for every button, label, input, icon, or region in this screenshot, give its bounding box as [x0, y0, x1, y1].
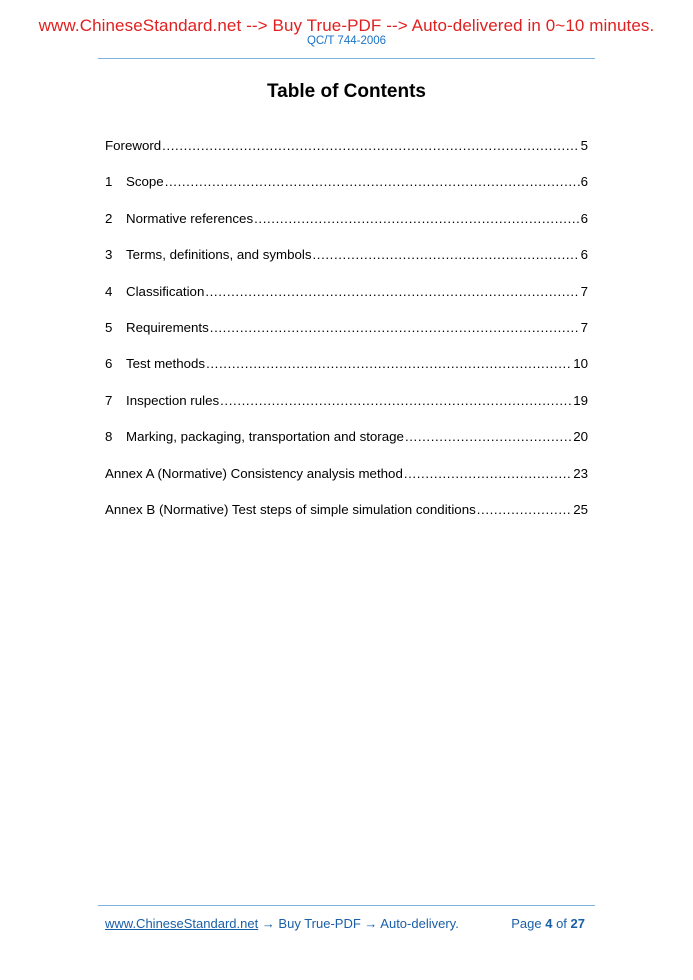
- page-indicator: [511, 916, 585, 931]
- toc-label: Normative references: [126, 210, 254, 226]
- table-of-contents: [105, 137, 588, 537]
- toc-page-number: 7: [580, 319, 588, 335]
- toc-leader-dots: [254, 210, 579, 228]
- footer-site-link[interactable]: www.ChineseStandard.net: [105, 916, 259, 931]
- toc-page-number: 10: [573, 356, 588, 372]
- header-divider: [98, 58, 595, 59]
- toc-page-number: 23: [573, 465, 588, 481]
- page-of: of: [552, 916, 571, 931]
- toc-section-number: 8: [105, 429, 113, 445]
- page-footer: [105, 916, 585, 931]
- toc-leader-dots: [405, 428, 572, 446]
- toc-label: Annex B (Normative) Test steps of simple simulation conditions: [105, 501, 476, 517]
- toc-label: Requirements: [126, 319, 209, 335]
- toc-entry-inspection-rules[interactable]: [105, 392, 588, 428]
- toc-leader-dots: [220, 392, 572, 410]
- toc-label: Terms, definitions, and symbols: [126, 247, 312, 263]
- footer-promo: [105, 916, 459, 931]
- toc-page-number: 5: [580, 138, 588, 153]
- toc-label: Annex A (Normative) Consistency analysis method: [105, 465, 403, 481]
- toc-section-number: 7: [105, 392, 113, 408]
- toc-leader-dots: [404, 465, 572, 483]
- toc-leader-dots: [206, 355, 572, 373]
- toc-entry-requirements[interactable]: [105, 319, 588, 355]
- toc-page-number: 20: [573, 429, 588, 445]
- toc-entry-annex-b[interactable]: [105, 501, 588, 537]
- toc-label: Inspection rules: [126, 392, 220, 408]
- page-total: 27: [570, 916, 585, 931]
- promo-banner[interactable]: www.ChineseStandard.net --> Buy True-PDF --> Auto-delivered in 0~10 minutes.: [38, 16, 655, 35]
- page-current: 4: [545, 916, 553, 931]
- toc-label: Foreword: [105, 138, 162, 153]
- footer-promo-text: → Buy True-PDF → Auto-delivery.: [258, 916, 459, 931]
- toc-section-number: 6: [105, 356, 113, 372]
- toc-leader-dots: [477, 501, 572, 519]
- toc-section-number: 1: [105, 174, 113, 190]
- toc-entry-foreword[interactable]: [105, 137, 588, 173]
- toc-entry-scope[interactable]: [105, 173, 588, 209]
- toc-label: Scope: [126, 174, 164, 190]
- toc-section-number: 5: [105, 319, 113, 335]
- toc-section-number: 3: [105, 247, 113, 263]
- toc-leader-dots: [165, 173, 580, 191]
- toc-page-number: 25: [573, 501, 588, 517]
- toc-leader-dots: [205, 283, 579, 301]
- toc-leader-dots: [210, 319, 580, 337]
- toc-page-number: 6: [580, 247, 588, 263]
- toc-page-number: 6: [580, 210, 588, 226]
- toc-leader-dots: [313, 246, 580, 264]
- toc-entry-marking-packaging[interactable]: [105, 428, 588, 464]
- toc-entry-normative-references[interactable]: [105, 210, 588, 246]
- toc-entry-classification[interactable]: [105, 283, 588, 319]
- toc-label: Test methods: [126, 356, 206, 372]
- toc-page-number: 6: [580, 174, 588, 190]
- toc-entry-terms-definitions[interactable]: [105, 246, 588, 282]
- toc-entry-annex-a[interactable]: [105, 465, 588, 501]
- standard-code: QC/T 744-2006: [306, 35, 387, 47]
- toc-section-number: 4: [105, 283, 113, 299]
- footer-divider: [98, 905, 595, 906]
- page-prefix: Page: [511, 916, 546, 931]
- toc-label: Marking, packaging, transportation and storage: [126, 429, 404, 445]
- toc-leader-dots: [162, 137, 579, 155]
- page-title: Table of Contents: [266, 81, 427, 102]
- toc-page-number: 19: [573, 392, 588, 408]
- toc-page-number: 7: [580, 283, 588, 299]
- toc-section-number: 2: [105, 210, 113, 226]
- toc-entry-test-methods[interactable]: [105, 355, 588, 391]
- toc-label: Classification: [126, 283, 205, 299]
